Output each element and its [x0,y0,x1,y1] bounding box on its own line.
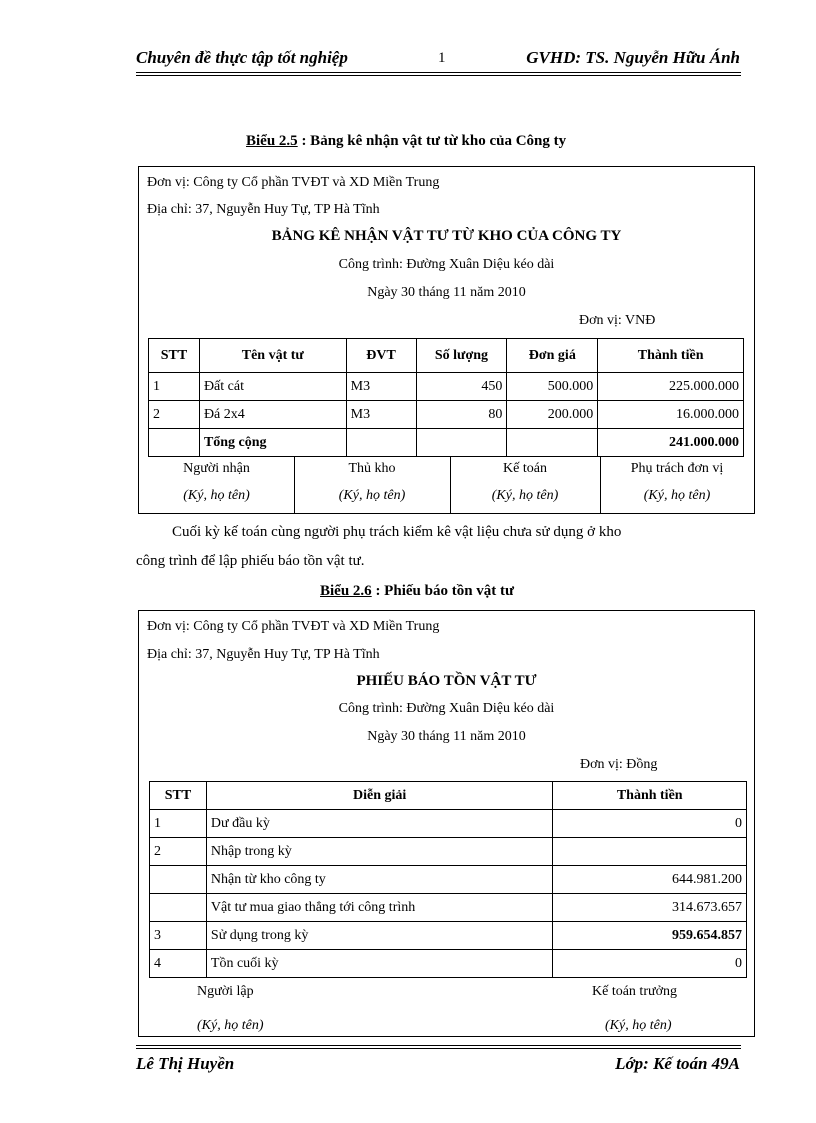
sig-nguoi-lap: Người lập [197,984,254,999]
cell-thanh-tien: 644.981.200 [553,866,747,894]
caption-label: Biểu 2.6 [320,583,372,599]
cell-stt: 4 [150,950,207,978]
cell-thanh-tien: 0 [553,810,747,838]
col-thanh-tien: Thành tiền [553,782,747,810]
sig-note: (Ký, họ tên) [605,1018,672,1033]
col-thanh-tien: Thành tiền [598,339,744,373]
table-row [149,373,744,401]
footer-class: Lớp: Kế toán 49A [615,1054,740,1073]
cell-dien-giai: Nhập trong kỳ [206,838,553,866]
cell-thanh-tien: 16.000.000 [598,401,744,429]
bieu-2-5-box [138,166,755,514]
ngay: Ngày 30 tháng 11 năm 2010 [367,729,526,744]
table-title: BẢNG KÊ NHẬN VẬT TƯ TỪ KHO CỦA CÔNG TY [271,228,622,244]
cell-stt [150,866,207,894]
cell-don-gia: 200.000 [507,401,598,429]
footer-author: Lê Thị Huyền [136,1054,235,1073]
cell-stt: 1 [149,373,200,401]
sig-note: (Ký, họ tên) [491,488,559,503]
sig-thu-kho: Thủ kho [348,461,396,476]
material-table [148,338,744,457]
table-row [150,922,747,950]
cell-empty [149,429,200,457]
table-header-row [149,339,744,373]
sig-note: (Ký, họ tên) [338,488,406,503]
cell-ten: Đất cát [199,373,346,401]
footer-rule-thin [136,1048,741,1049]
dia-chi: Địa chỉ: 37, Nguyễn Huy Tự, TP Hà Tĩnh [147,202,380,217]
cell-dvt: M3 [346,373,416,401]
cell-stt: 3 [150,922,207,950]
caption-label: Biểu 2.5 [246,133,298,149]
cell-stt: 1 [150,810,207,838]
table-row [150,810,747,838]
cell-stt: 2 [149,401,200,429]
footer-rule [136,1045,741,1046]
don-vi: Đơn vị: Công ty Cổ phần TVĐT và XD Miền Trung [147,175,440,190]
total-row [149,429,744,457]
paragraph-line-1: Cuối kỳ kế toán cùng người phụ trách kiểm kê vật liệu chưa sử dụng ở kho [172,524,622,540]
cell-thanh-tien: 225.000.000 [598,373,744,401]
sig-note: (Ký, họ tên) [643,488,711,503]
cell-empty [416,429,507,457]
total-label: Tổng cộng [199,429,346,457]
cell-thanh-tien [553,838,747,866]
dia-chi: Địa chỉ: 37, Nguyễn Huy Tự, TP Hà Tĩnh [147,647,380,662]
cell-dien-giai: Tồn cuối kỳ [206,950,553,978]
unit-label: Đơn vị: Đồng [580,757,658,772]
inventory-table [149,781,747,978]
unit-label: Đơn vị: VNĐ [579,313,656,328]
header-rule-thin [136,75,741,76]
header-rule [136,72,741,73]
sig-nguoi-nhan: Người nhận [183,461,250,476]
cell-thanh-tien: 959.654.857 [553,922,747,950]
don-vi: Đơn vị: Công ty Cổ phần TVĐT và XD Miền Trung [147,619,440,634]
cell-empty [346,429,416,457]
table-row [150,866,747,894]
caption-bieu-2-5 [246,133,566,150]
signature-row [139,457,754,513]
cell-dvt: M3 [346,401,416,429]
sig-note: (Ký, họ tên) [197,1018,264,1033]
ngay: Ngày 30 tháng 11 năm 2010 [367,285,526,300]
page-number: 1 [438,50,446,66]
cong-trinh: Công trình: Đường Xuân Diệu kéo dài [338,257,555,272]
sig-phu-trach: Phụ trách đơn vị [630,461,724,476]
col-don-gia: Đơn giá [507,339,598,373]
bieu-2-6-box [138,610,755,1037]
cell-dien-giai: Sử dụng trong kỳ [206,922,553,950]
cell-ten: Đá 2x4 [199,401,346,429]
header-advisor: GVHD: TS. Nguyễn Hữu Ánh [526,48,740,67]
cell-dien-giai: Nhận từ kho công ty [206,866,553,894]
header-title: Chuyên đề thực tập tốt nghiệp [136,48,348,67]
cell-thanh-tien: 314.673.657 [553,894,747,922]
col-stt: STT [150,782,207,810]
total-value: 241.000.000 [598,429,744,457]
table-row [150,894,747,922]
table-row [150,950,747,978]
form-title: PHIẾU BÁO TỒN VẬT TƯ [356,673,537,689]
col-stt: STT [149,339,200,373]
cell-stt [150,894,207,922]
cell-stt: 2 [150,838,207,866]
table-row [149,401,744,429]
cong-trinh: Công trình: Đường Xuân Diệu kéo dài [338,701,555,716]
sig-ke-toan-truong: Kế toán trưởng [592,984,677,999]
table-header-row [150,782,747,810]
paragraph-line-2: công trình để lập phiếu báo tồn vật tư. [136,553,365,569]
sig-note: (Ký, họ tên) [183,488,250,503]
sig-ke-toan: Kế toán [503,461,547,476]
cell-so-luong: 80 [416,401,507,429]
col-dvt: ĐVT [346,339,416,373]
caption-bieu-2-6 [320,583,514,600]
caption-text: : Bảng kê nhận vật tư từ kho của Công ty [297,133,567,149]
cell-thanh-tien: 0 [553,950,747,978]
cell-dien-giai: Dư đầu kỳ [206,810,553,838]
table-row [150,838,747,866]
caption-text: : Phiếu báo tồn vật tư [371,583,515,599]
cell-so-luong: 450 [416,373,507,401]
cell-dien-giai: Vật tư mua giao thẳng tới công trình [206,894,553,922]
col-so-luong: Số lượng [416,339,507,373]
col-dien-giai: Diễn giải [206,782,553,810]
cell-don-gia: 500.000 [507,373,598,401]
cell-empty [507,429,598,457]
col-ten-vat-tu: Tên vật tư [199,339,346,373]
